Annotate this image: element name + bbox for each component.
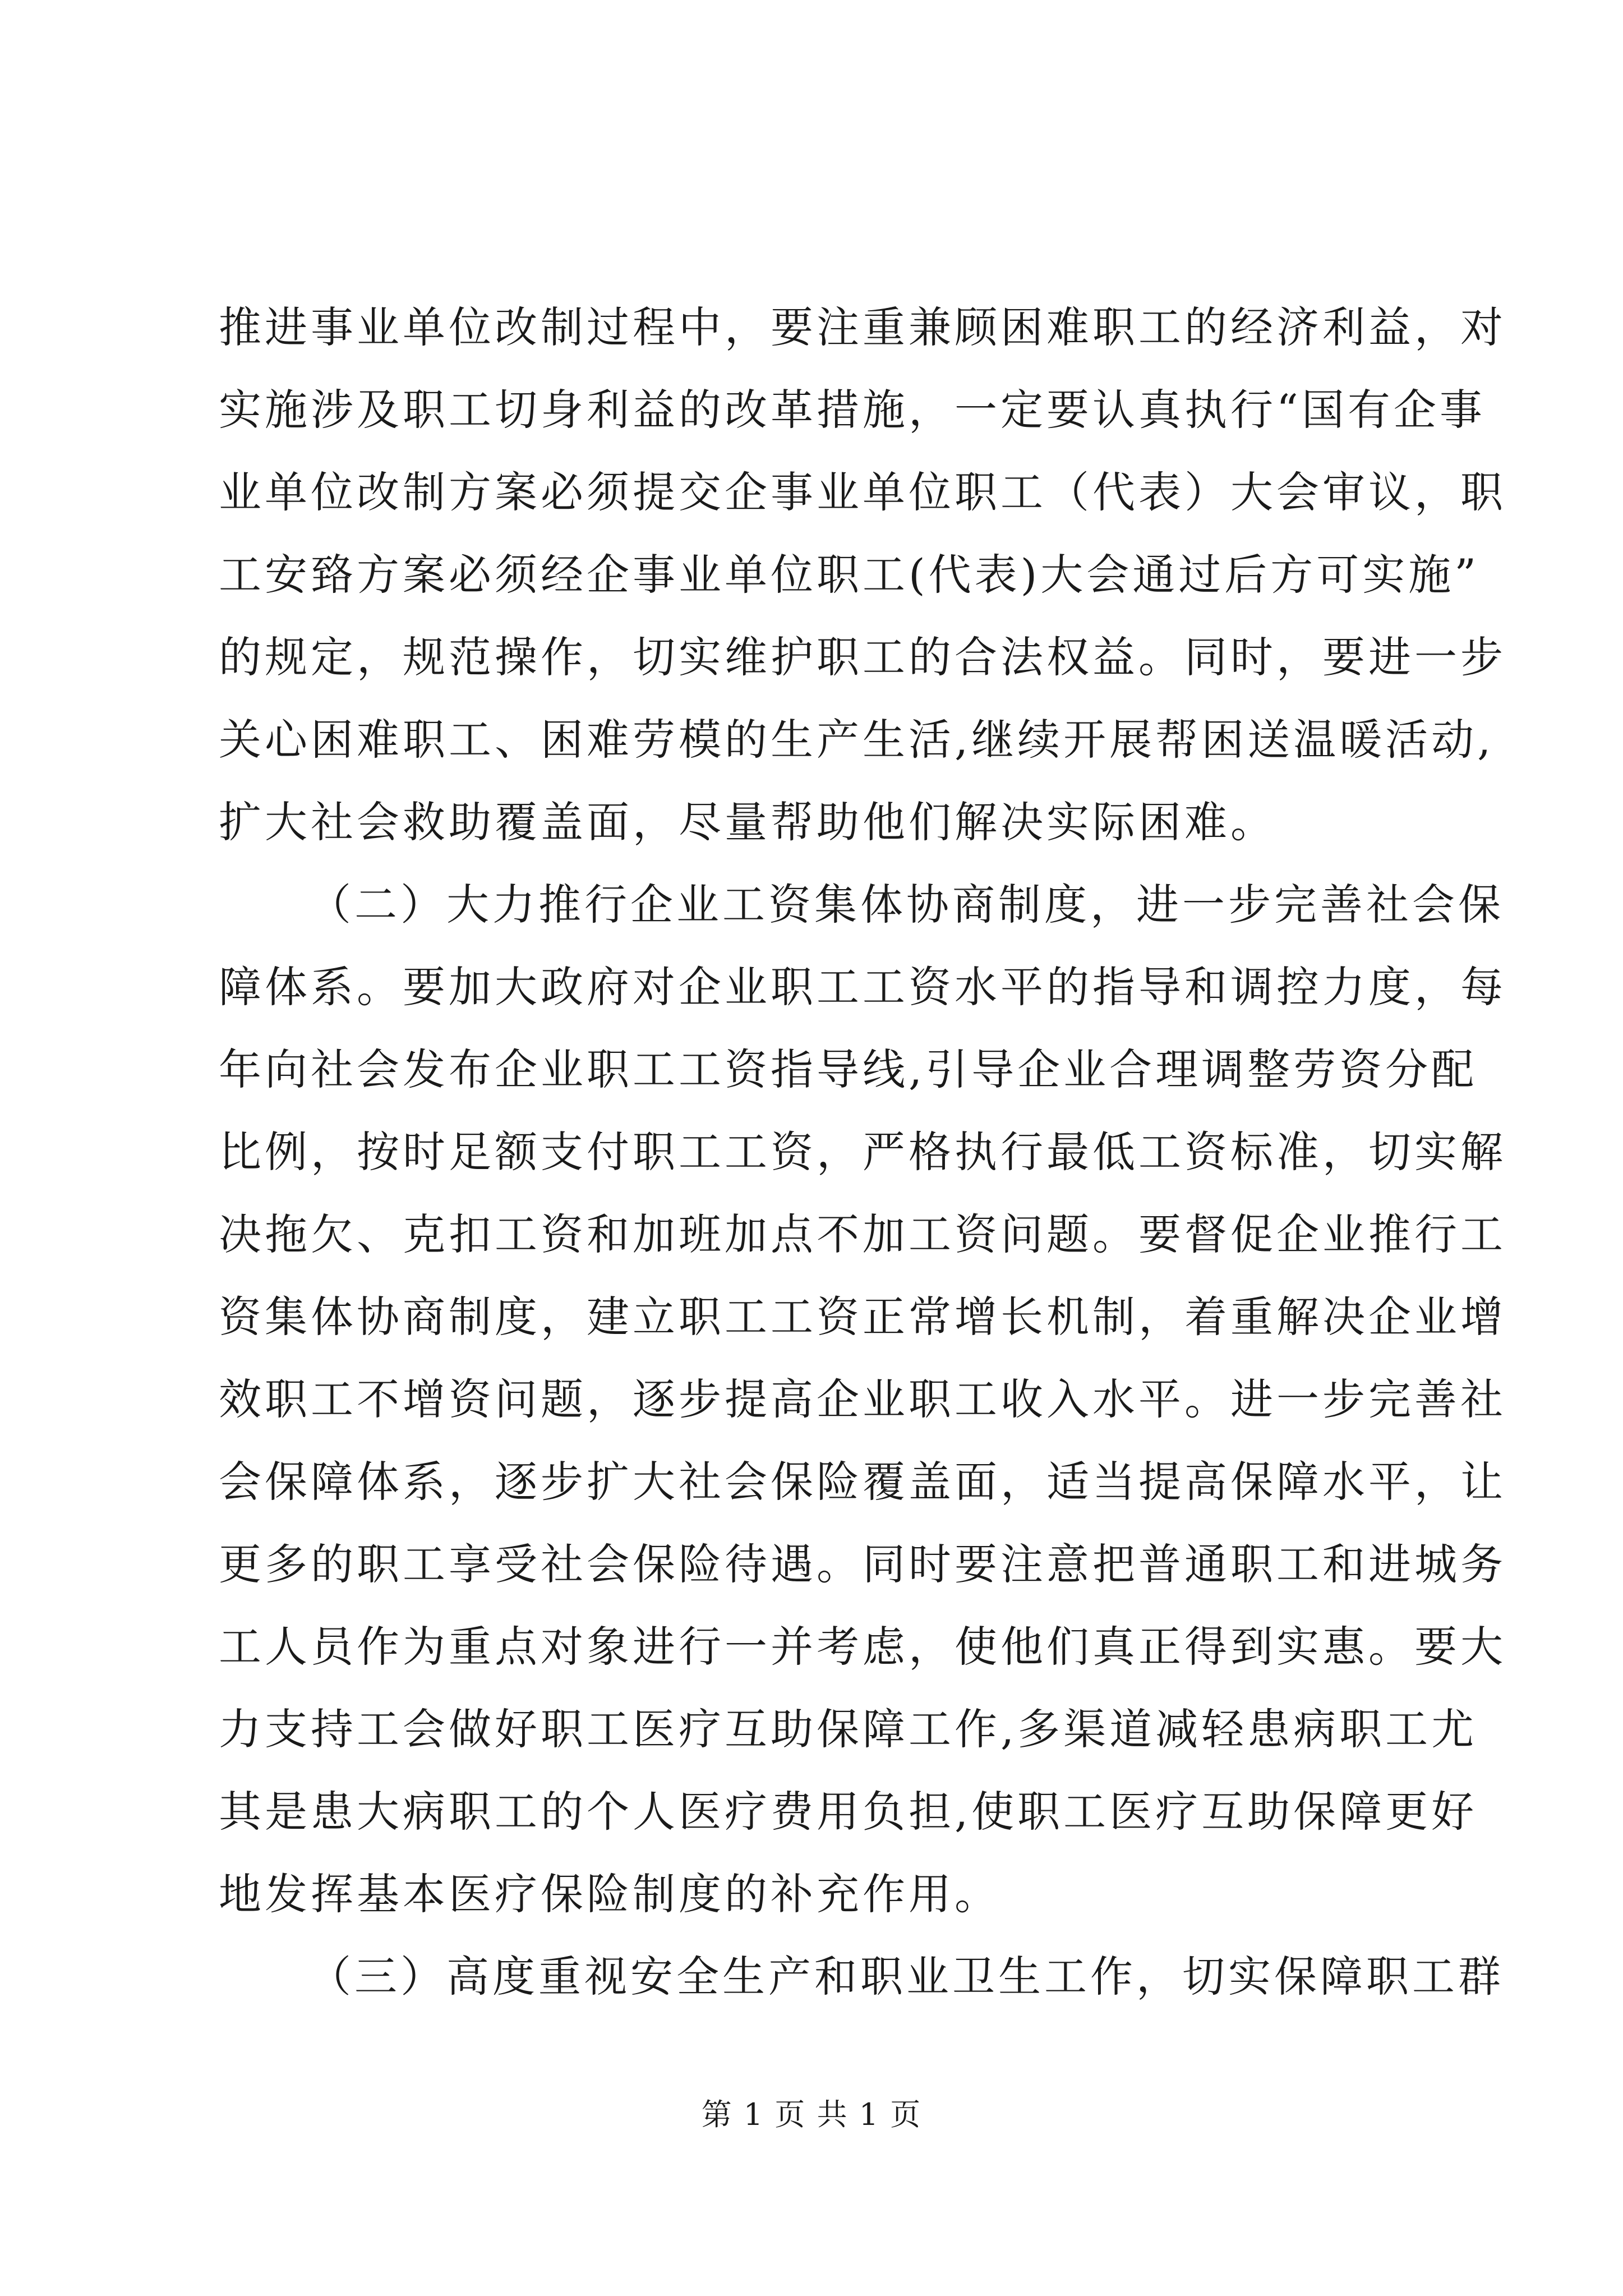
- text-line: 的规定，规范操作，切实维护职工的合法权益。同时，要进一步: [219, 632, 1506, 682]
- body-text: [219, 286, 1506, 2018]
- text-line: 实施涉及职工切身利益的改革措施，一定要认真执行“国有企事: [219, 385, 1486, 435]
- section-heading-line: （三）高度重视安全生产和职业卫生工作，切实保障职工群: [308, 1952, 1504, 2001]
- text-line: 力支持工会做好职工医疗互助保障工作,多渠道减轻患病职工尤: [219, 1704, 1478, 1754]
- section-heading-line: （二）大力推行企业工资集体协商制度，进一步完善社会保: [308, 880, 1504, 930]
- text-line: 业单位改制方案必须提交企事业单位职工（代表）大会审议，职: [219, 467, 1506, 517]
- text-line: 比例，按时足额支付职工工资，严格执行最低工资标准，切实解: [219, 1127, 1506, 1177]
- text-line: 关心困难职工、困难劳模的生产生活,继续开展帮困送温暖活动,: [219, 715, 1495, 765]
- text-line: 其是患大病职工的个人医疗费用负担,使职工医疗互助保障更好: [219, 1787, 1478, 1837]
- text-line: 地发挥基本医疗保险制度的补充作用。: [219, 1869, 1000, 1919]
- text-line: 工人员作为重点对象进行一并考虑，使他们真正得到实惠。要大: [219, 1622, 1506, 1672]
- text-line: 决拖欠、克扣工资和加班加点不加工资问题。要督促企业推行工: [219, 1209, 1506, 1259]
- text-line: 效职工不增资问题，逐步提高企业职工收入水平。进一步完善社: [219, 1374, 1506, 1424]
- text-line: 推进事业单位改制过程中，要注重兼顾困难职工的经济利益，对: [219, 302, 1506, 352]
- text-line: 更多的职工享受社会保险待遇。同时要注意把普通职工和进城务: [219, 1539, 1506, 1589]
- text-line: 会保障体系，逐步扩大社会保险覆盖面，适当提高保障水平，让: [219, 1457, 1506, 1507]
- text-line: 工安臵方案必须经企事业单位职工(代表)大会通过后方可实施”: [219, 550, 1480, 600]
- text-line: 年向社会发布企业职工工资指导线,引导企业合理调整劳资分配: [219, 1045, 1478, 1094]
- text-line: 障体系。要加大政府对企业职工工资水平的指导和调控力度，每: [219, 962, 1506, 1012]
- text-line: 扩大社会救助覆盖面，尽量帮助他们解决实际困难。: [219, 797, 1276, 847]
- text-line: 资集体协商制度，建立职工工资正常增长机制，着重解决企业增: [219, 1292, 1506, 1342]
- page-footer: 第 1 页 共 1 页: [701, 2097, 922, 2132]
